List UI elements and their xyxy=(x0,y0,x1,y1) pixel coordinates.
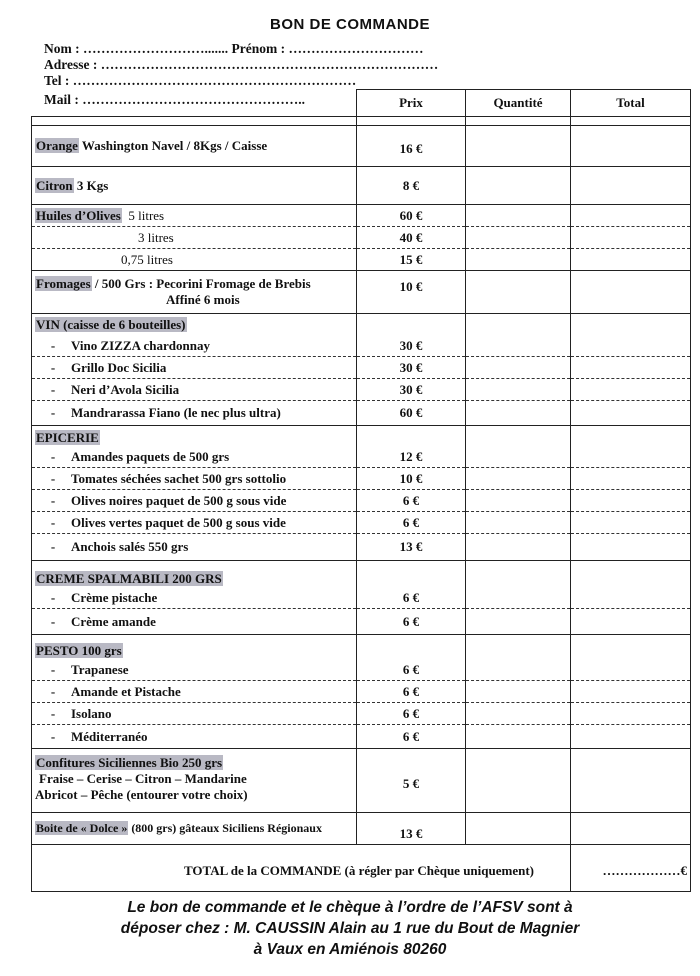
total-cell[interactable] xyxy=(571,490,691,512)
quantity-cell[interactable] xyxy=(466,227,571,249)
total-cell[interactable] xyxy=(571,357,691,379)
total-cell[interactable] xyxy=(571,271,691,314)
pesto-label-0: Trapanese xyxy=(71,661,129,677)
bullet-dash: - xyxy=(50,381,56,397)
price-huile-2: 15 € xyxy=(357,249,466,271)
vin-label-0: Vino ZIZZA chardonnay xyxy=(71,337,210,353)
epicerie-label-3: Olives vertes paquet de 500 g sous vide xyxy=(71,514,286,530)
price-vin-1: 30 € xyxy=(357,357,466,379)
bullet-dash: - xyxy=(50,539,56,554)
price-boite: 13 € xyxy=(357,813,466,845)
total-label: TOTAL de la COMMANDE (à régler par Chèque uniquement) xyxy=(32,845,571,892)
bullet-dash: - xyxy=(50,728,56,744)
quantity-cell[interactable] xyxy=(466,335,571,357)
price-huile-1: 40 € xyxy=(357,227,466,249)
epicerie-label-1: Tomates séchées sachet 500 grs sottolio xyxy=(71,470,287,486)
category-orange: Orange xyxy=(36,138,78,153)
table-row xyxy=(32,335,691,357)
total-cell[interactable] xyxy=(571,725,691,749)
footer-line-1: Le bon de commande et le chèque à l’ordre de l’AFSV sont à xyxy=(127,899,573,916)
bullet-dash: - xyxy=(50,405,56,420)
category-boite: Boite de « Dolce » xyxy=(36,821,128,835)
table-row xyxy=(32,271,691,314)
mail-field[interactable]: Mail : ………………………………………….. xyxy=(44,92,305,107)
table-header xyxy=(32,90,691,117)
huile-label-2: 0,75 litres xyxy=(32,249,357,271)
table-row xyxy=(32,401,691,426)
table-row xyxy=(32,126,691,167)
huile-label-0: 5 litres xyxy=(128,207,165,223)
pesto-label-3: Méditerranéo xyxy=(71,728,148,744)
price-confitures: 5 € xyxy=(357,749,466,813)
price-epicerie-3: 6 € xyxy=(357,512,466,534)
nom-prenom-field[interactable]: Nom : ………………………....... Prénom : ………………………… xyxy=(44,41,424,56)
total-cell[interactable] xyxy=(571,379,691,401)
quantity-cell[interactable] xyxy=(466,749,571,813)
category-confitures: Confitures Siciliennes Bio 250 grs xyxy=(36,755,223,770)
confitures-desc1: Fraise – Cerise – Citron – Mandarine xyxy=(39,771,247,786)
table-row xyxy=(32,561,691,588)
total-cell[interactable] xyxy=(571,609,691,635)
category-creme: CREME SPALMABILI 200 GRS xyxy=(36,571,222,586)
total-row xyxy=(32,845,691,892)
pesto-label-1: Amande et Pistache xyxy=(71,683,181,699)
quantity-cell[interactable] xyxy=(466,534,571,561)
total-cell[interactable] xyxy=(571,813,691,845)
price-huile-0: 60 € xyxy=(357,205,466,227)
table-row xyxy=(32,725,691,749)
total-cell[interactable] xyxy=(571,749,691,813)
table-row xyxy=(32,357,691,379)
quantity-cell[interactable] xyxy=(466,813,571,845)
table-row xyxy=(32,249,691,271)
quantity-cell[interactable] xyxy=(466,609,571,635)
price-epicerie-2: 6 € xyxy=(357,490,466,512)
price-pesto-3: 6 € xyxy=(357,725,466,749)
quantity-cell[interactable] xyxy=(466,379,571,401)
bullet-dash: - xyxy=(50,359,56,375)
table-row xyxy=(32,587,691,609)
epicerie-label-2: Olives noires paquet de 500 g sous vide xyxy=(71,492,287,508)
total-cell[interactable] xyxy=(571,659,691,681)
total-value[interactable]: ………………€ xyxy=(571,845,691,892)
price-citron: 8 € xyxy=(357,167,466,205)
quantity-cell[interactable] xyxy=(466,681,571,703)
table-row xyxy=(32,379,691,401)
total-cell[interactable] xyxy=(571,512,691,534)
table-row xyxy=(32,446,691,468)
quantity-cell[interactable] xyxy=(466,490,571,512)
header-prix: Prix xyxy=(357,90,466,117)
vin-label-3: Mandrarassa Fiano (le nec plus ultra) xyxy=(71,405,281,420)
table-row xyxy=(32,534,691,561)
table-row xyxy=(32,314,691,336)
epicerie-label-4: Anchois salés 550 grs xyxy=(71,539,189,554)
table-row xyxy=(32,490,691,512)
quantity-cell[interactable] xyxy=(466,205,571,227)
footer-line-2: déposer chez : M. CAUSSIN Alain au 1 rue du Bout de Magnier xyxy=(120,920,580,937)
epicerie-label-0: Amandes paquets de 500 grs xyxy=(71,448,230,464)
bullet-dash: - xyxy=(50,448,56,464)
category-huiles: Huiles d’Olives xyxy=(36,207,121,223)
table-row xyxy=(32,703,691,725)
table-row xyxy=(32,205,691,227)
table-row xyxy=(32,681,691,703)
quantity-cell[interactable] xyxy=(466,167,571,205)
table-row xyxy=(32,813,691,845)
bullet-dash: - xyxy=(50,492,56,508)
page-title: BON DE COMMANDE xyxy=(270,16,430,33)
footer-line-3: à Vaux en Amiénois 80260 xyxy=(253,941,447,958)
category-fromages: Fromages xyxy=(36,276,91,291)
total-cell[interactable] xyxy=(571,534,691,561)
header-total: Total xyxy=(571,90,691,117)
bullet-dash: - xyxy=(50,661,56,677)
quantity-cell[interactable] xyxy=(466,659,571,681)
quantity-cell[interactable] xyxy=(466,446,571,468)
table-row xyxy=(32,635,691,660)
category-citron: Citron xyxy=(36,177,73,193)
quantity-cell[interactable] xyxy=(466,357,571,379)
bullet-dash: - xyxy=(50,337,56,353)
creme-label-1: Crème amande xyxy=(71,613,156,629)
price-creme-0: 6 € xyxy=(357,587,466,609)
product-orange-desc: Washington Navel / 8Kgs / Caisse xyxy=(78,138,268,153)
bullet-dash: - xyxy=(50,589,56,605)
order-table xyxy=(31,89,691,892)
price-pesto-1: 6 € xyxy=(357,681,466,703)
quantity-cell[interactable] xyxy=(466,401,571,426)
fromages-desc1: / 500 Grs : Pecorini Fromage de Brebis xyxy=(91,276,311,291)
table-row xyxy=(32,659,691,681)
price-pesto-2: 6 € xyxy=(357,703,466,725)
total-cell[interactable] xyxy=(571,468,691,490)
price-creme-1: 6 € xyxy=(357,609,466,635)
quantity-cell[interactable] xyxy=(466,468,571,490)
price-orange: 16 € xyxy=(357,126,466,167)
total-cell[interactable] xyxy=(571,681,691,703)
bullet-dash: - xyxy=(50,683,56,699)
price-vin-2: 30 € xyxy=(357,379,466,401)
total-cell[interactable] xyxy=(571,227,691,249)
table-row xyxy=(32,512,691,534)
table-row xyxy=(32,609,691,635)
total-cell[interactable] xyxy=(571,703,691,725)
total-cell[interactable] xyxy=(571,167,691,205)
adresse-field[interactable]: Adresse : ………………………………………………………………… xyxy=(44,57,439,72)
quantity-cell[interactable] xyxy=(466,271,571,314)
quantity-cell[interactable] xyxy=(466,703,571,725)
confitures-desc2: Abricot – Pêche (entourer votre choix) xyxy=(35,787,248,802)
category-epicerie: EPICERIE xyxy=(36,430,99,445)
category-pesto: PESTO 100 grs xyxy=(36,643,122,658)
huile-label-1: 3 litres xyxy=(32,227,357,249)
pesto-label-2: Isolano xyxy=(71,705,112,721)
vin-label-1: Grillo Doc Sicilia xyxy=(71,359,167,375)
price-vin-0: 30 € xyxy=(357,335,466,357)
product-citron-desc: 3 Kgs xyxy=(73,177,109,193)
total-cell[interactable] xyxy=(571,205,691,227)
header-item xyxy=(32,90,357,117)
quantity-cell[interactable] xyxy=(466,587,571,609)
quantity-cell[interactable] xyxy=(466,126,571,167)
quantity-cell[interactable] xyxy=(466,512,571,534)
total-cell[interactable] xyxy=(571,446,691,468)
total-cell[interactable] xyxy=(571,401,691,426)
tel-field[interactable]: Tel : ……………………………………………………… xyxy=(44,73,357,88)
total-cell[interactable] xyxy=(571,335,691,357)
table-row xyxy=(32,426,691,447)
table-row xyxy=(32,227,691,249)
bullet-dash: - xyxy=(50,613,56,629)
price-fromages: 10 € xyxy=(357,271,466,314)
total-cell[interactable] xyxy=(571,126,691,167)
price-epicerie-4: 13 € xyxy=(357,534,466,561)
table-row xyxy=(32,749,691,813)
price-epicerie-1: 10 € xyxy=(357,468,466,490)
table-row xyxy=(32,468,691,490)
price-epicerie-0: 12 € xyxy=(357,446,466,468)
category-vin: VIN (caisse de 6 bouteilles) xyxy=(36,316,186,332)
fromages-desc2: Affiné 6 mois xyxy=(166,292,240,307)
table-row xyxy=(32,167,691,205)
header-quantite: Quantité xyxy=(466,90,571,117)
vin-label-2: Neri d’Avola Sicilia xyxy=(71,381,180,397)
price-pesto-0: 6 € xyxy=(357,659,466,681)
quantity-cell[interactable] xyxy=(466,725,571,749)
footer-instructions xyxy=(0,897,700,960)
bullet-dash: - xyxy=(50,705,56,721)
boite-desc: (800 grs) gâteaux Siciliens Régionaux xyxy=(128,821,322,835)
total-cell[interactable] xyxy=(571,587,691,609)
total-cell[interactable] xyxy=(571,249,691,271)
creme-label-0: Crème pistache xyxy=(71,589,158,605)
quantity-cell[interactable] xyxy=(466,249,571,271)
bullet-dash: - xyxy=(50,470,56,486)
price-vin-3: 60 € xyxy=(357,401,466,426)
bullet-dash: - xyxy=(50,514,56,530)
